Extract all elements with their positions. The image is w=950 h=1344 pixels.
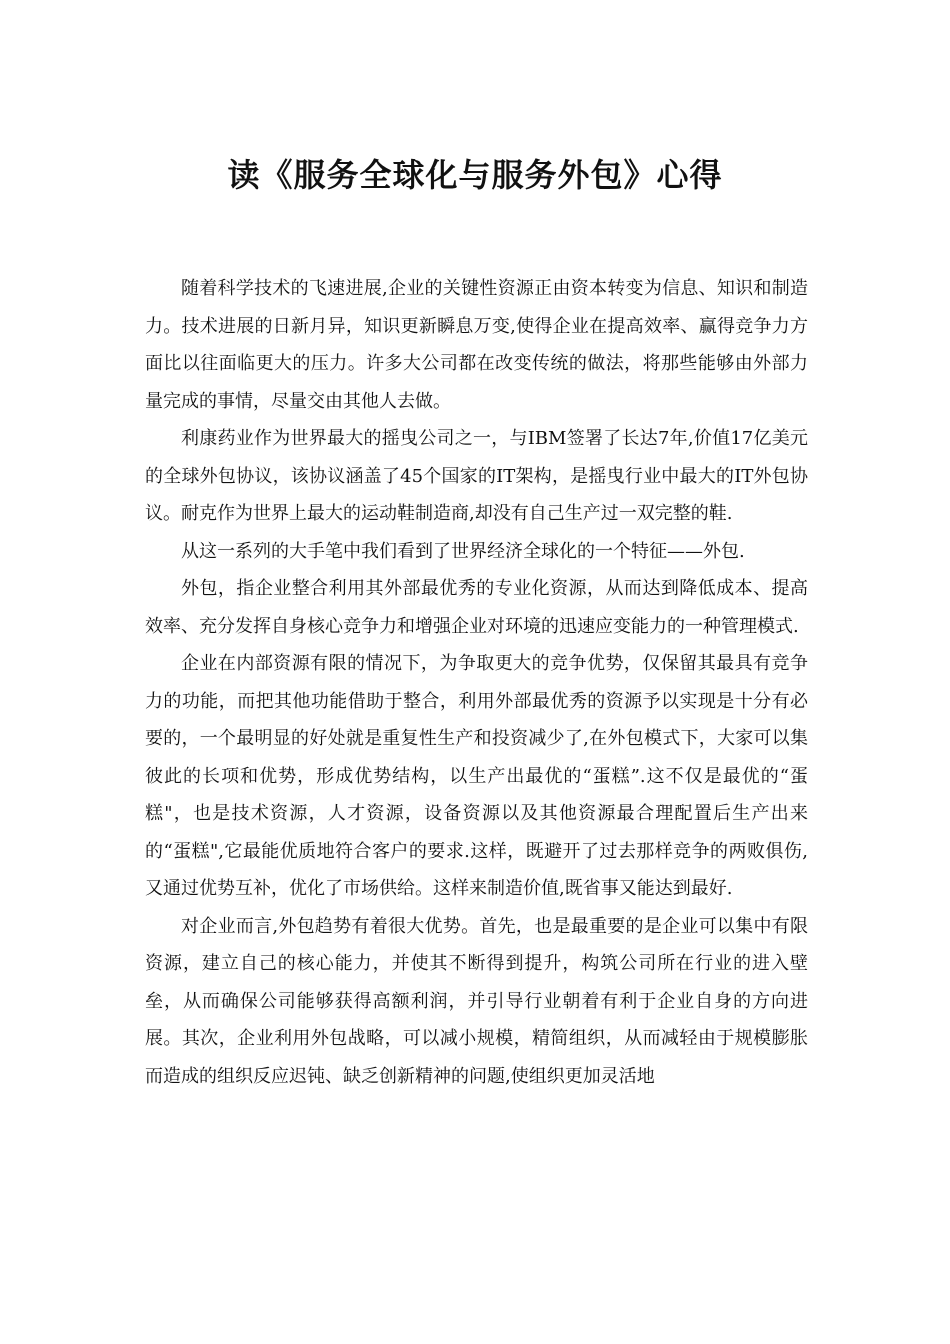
paragraph-3: 从这一系列的大手笔中我们看到了世界经济全球化的一个特征——外包.: [181, 540, 745, 562]
document-title: 读《服务全球化与服务外包》心得: [227, 156, 723, 194]
paragraph-5: 企业在内部资源有限的情况下，为争取更大的竞争优势，仅保留其最具有竞争力的功能，而把其他功能借助于整合，利用外部最优秀的资源予以实现是十分有必要的，一个最明显的好处就是重复性生产和投资减少了,在外包模式下，大家可以集彼此的长项和优势，形成优势结构，以生产出最优的“蛋糕”.这不仅是最优的“蛋糕"，也是技术资源，人才资源，设备资源以及其他资源最合理配置后生产出来的“蛋糕",它最能优质地符合客户的要求.这样，既避开了过去那样竞争的两败俱伤,又通过优势互补，优化了市场供给。这样来制造价值,既省事又能达到最好.: [145, 653, 808, 899]
document-body: [145, 270, 808, 1095]
paragraph-2: 利康药业作为世界最大的摇曳公司之一，与IBM签署了长达7年,价值17亿美元的全球外包协议，该协议涵盖了45个国家的IT架构，是摇曳行业中最大的IT外包协议。耐克作为世界上最大的运动鞋制造商,却没有自己生产过一双完整的鞋.: [145, 428, 808, 524]
paragraph-4: 外包，指企业整合利用其外部最优秀的专业化资源，从而达到降低成本、提高效率、充分发挥自身核心竞争力和增强企业对环境的迅速应变能力的一种管理模式.: [145, 578, 808, 637]
paragraph-1: 随着科学技术的飞速进展,企业的关键性资源正由资本转变为信息、知识和制造力。技术进展的日新月异，知识更新瞬息万变,使得企业在提高效率、赢得竞争力方面比以往面临更大的压力。许多大公司都在改变传统的做法，将那些能够由外部力量完成的事情，尽量交由其他人去做。: [145, 278, 808, 412]
paragraph-6: 对企业而言,外包趋势有着很大优势。首先，也是最重要的是企业可以集中有限资源，建立自己的核心能力，并使其不断得到提升，构筑公司所在行业的进入壁垒，从而确保公司能够获得高额利润，并引导行业朝着有利于企业自身的方向进展。其次，企业利用外包战略，可以减小规模，精简组织，从而减轻由于规模膨胀而造成的组织反应迟钝、缺乏创新精神的问题,使组织更加灵活地: [145, 915, 808, 1087]
